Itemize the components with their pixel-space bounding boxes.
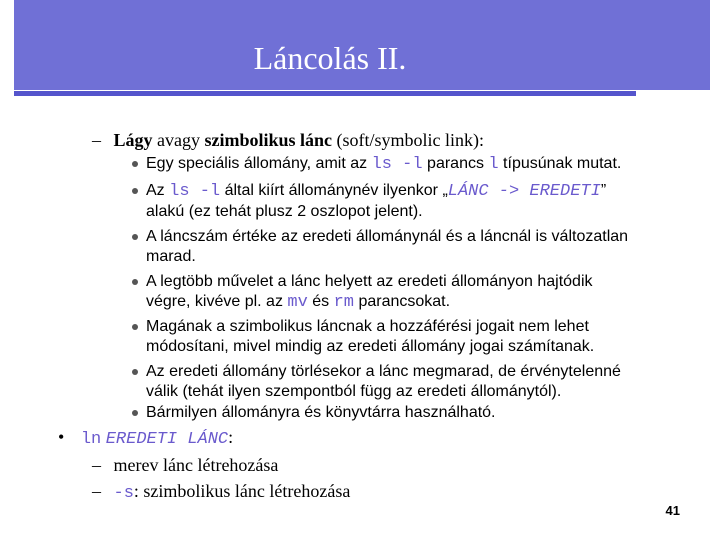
bullet-dot — [132, 369, 138, 375]
ln-bullet: • — [58, 427, 65, 447]
bullet-text: A láncszám értéke az eredeti állománynál és a láncnál is változatlan — [146, 228, 629, 245]
bullet-text: végre, kivéve pl. az — [146, 293, 288, 310]
bullet-dot — [132, 161, 138, 167]
ln-colon: : — [228, 427, 234, 447]
code-l: l — [488, 155, 499, 174]
bullet-text: módosítani, mivel mindig az eredeti állomány jogai számítanak. — [146, 338, 595, 355]
bullet-item — [146, 362, 706, 402]
ln-command-item — [58, 427, 233, 449]
code-ls-l: ls -l — [371, 155, 423, 174]
bullet-text: A legtöbb művelet a lánc helyett az eredeti állományon hajtódik — [146, 273, 593, 290]
bullet-text: parancsokat. — [354, 293, 451, 310]
title-underline-gap — [0, 96, 720, 97]
heading-rest: (soft/symbolic link): — [332, 130, 485, 150]
code-ln: ln — [80, 430, 102, 449]
bullet-item — [146, 181, 706, 222]
bullet-text: Magának a szimbolikus láncnak a hozzáférési jogait nem lehet — [146, 318, 589, 335]
code-ls-l: ls -l — [169, 182, 221, 201]
item-dash: – — [92, 481, 101, 501]
code-ln-args: EREDETI LÁNC — [105, 430, 229, 449]
symbolic-link-text: : szimbolikus lánc létrehozása — [133, 481, 351, 501]
bullet-item — [146, 403, 706, 423]
bullet-dot — [132, 410, 138, 416]
bullet-text: ” — [600, 182, 607, 199]
symbolic-link-item — [92, 481, 350, 503]
bullet-text: válik (tehát ilyen szempontból függ az eredeti állománytól). — [146, 383, 562, 400]
bullet-text: által kiírt állománynév ilyenkor „ — [220, 182, 448, 199]
bullet-text: Az — [146, 182, 170, 199]
bullet-dot — [132, 324, 138, 330]
heading-bold-soft: Lágy — [113, 130, 153, 150]
hard-link-item — [92, 455, 278, 476]
heading-dash: – — [92, 130, 101, 150]
bullet-item — [146, 227, 706, 267]
heading-bold-symbolic: szimbolikus lánc — [204, 130, 333, 150]
bullet-text: Az eredeti állomány törlésekor a lánc megmarad, de érvénytelenné — [146, 363, 621, 380]
hard-link-text: merev lánc létrehozása — [113, 455, 279, 475]
bullet-text: Egy speciális állomány, amit az — [146, 155, 372, 172]
title-band-right-strip — [710, 0, 720, 90]
bullet-text: alakú (ez tehát plusz 2 oszlopot jelent). — [146, 203, 423, 220]
bullet-text: típusúnak mutat. — [498, 155, 622, 172]
bullet-text: marad. — [146, 248, 196, 265]
slide-title: Láncolás II. — [253, 40, 407, 76]
bullet-dot — [132, 279, 138, 285]
bullet-text: és — [307, 293, 334, 310]
bullet-dot — [132, 234, 138, 240]
bullet-text: parancs — [422, 155, 489, 172]
item-dash: – — [92, 455, 101, 475]
page-number: 41 — [665, 503, 680, 518]
code-mv: mv — [287, 293, 308, 312]
bullet-item — [146, 272, 706, 313]
bullet-item — [146, 317, 706, 357]
code-link-arrow: LÁNC -> EREDETI — [447, 182, 601, 201]
soft-link-heading — [92, 130, 484, 151]
bullet-text: Bármilyen állományra és könyvtárra használható. — [146, 404, 496, 421]
heading-mid: avagy — [152, 130, 205, 150]
bullet-item — [146, 154, 706, 175]
code-dash-s: -s — [113, 484, 134, 503]
code-rm: rm — [333, 293, 355, 312]
bullet-dot — [132, 188, 138, 194]
